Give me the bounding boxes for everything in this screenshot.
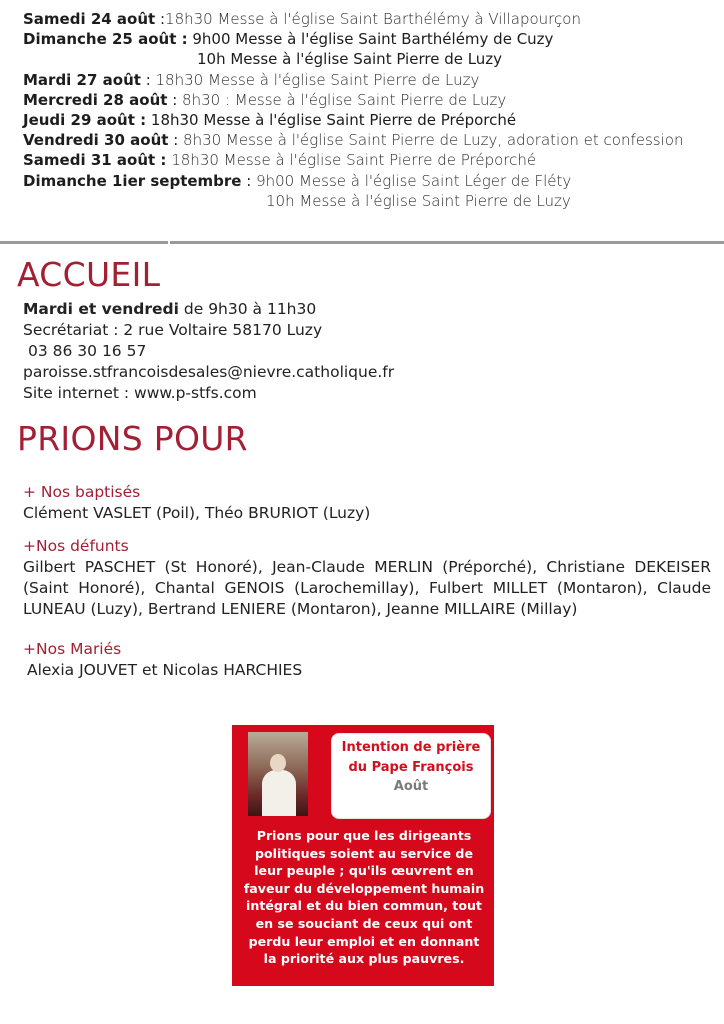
opening-hours (23, 299, 713, 320)
intention-title-line1: Intention de prière (341, 740, 481, 755)
schedule-row (23, 191, 718, 211)
schedule-text: 9h00 Messe à l'église Saint Barthélémy de Cuzy (192, 30, 554, 49)
schedule-text: 18h30 Messe à l'église Saint Pierre de Luzy (155, 70, 480, 89)
pope-photo (248, 732, 308, 816)
mass-schedule (23, 9, 718, 211)
prayer-text: Prions pour que les dirigeants politiques soient au service de leur peuple ; qu'ils œuvrent en faveur du développement humain intégral et du bien commun, tout en se souciant de ceux qui ont perdu leur emploi et en donnant la priorité aux plus pauvres. (243, 828, 485, 967)
secretariat-address: Secrétariat : 2 rue Voltaire 58170 Luzy (23, 321, 323, 339)
schedule-row (23, 9, 718, 29)
schedule-text: 8h30 Messe à l'église Saint Pierre de Luzy, adoration et confession (183, 131, 684, 150)
schedule-text: 9h00 Messe à l'église Saint Léger de Fléty (256, 171, 572, 190)
schedule-day: Samedi 24 août (23, 10, 156, 28)
intention-month: Août (393, 779, 429, 794)
schedule-row (23, 171, 718, 191)
hours-days: Mardi et vendredi (23, 300, 179, 318)
schedule-day: Mardi 27 août (23, 70, 141, 89)
schedule-text: 10h Messe à l'église Saint Pierre de Luzy (197, 50, 503, 69)
prions-title: PRIONS POUR (17, 419, 248, 458)
baptises-names: Clément VASLET (Poil), Théo BRURIOT (Luzy) (23, 504, 371, 522)
schedule-text: 18h30 Messe à l'église Saint Barthélémy à Villapourçon (165, 10, 581, 28)
schedule-row (23, 150, 718, 170)
schedule-text: 10h Messe à l'église Saint Pierre de Luzy (266, 191, 571, 210)
website-link: Site internet : www.p-stfs.com (23, 384, 257, 402)
defunts-names: Gilbert PASCHET (St Honoré), Jean-Claude MERLIN (Préporché), Christiane DEKEISER (Saint Honoré), Chantal GENOIS (Larochemillay), Fulbert MILLET (Montaron), Claude LUNEAU (Luzy), Bertrand LENIERE (Montaron), Jeanne MILLAIRE (Millay) (23, 558, 711, 618)
pope-intention-card (232, 725, 494, 986)
schedule-row (23, 90, 718, 110)
schedule-sep: : (241, 171, 257, 190)
intention-title-line2: du Pape François (348, 760, 474, 775)
schedule-day: Dimanche 1ier septembre (23, 171, 242, 190)
defunts-label: +Nos défunts (23, 537, 129, 555)
schedule-day: Mercredi 28 août (23, 90, 168, 109)
email-address: paroisse.stfrancoisdesales@nievre.catholique.fr (23, 363, 395, 381)
maries-names: Alexia JOUVET et Nicolas HARCHIES (27, 661, 303, 679)
schedule-text: 8h30 : Messe à l'église Saint Pierre de Luzy (182, 90, 507, 109)
baptises-label: + Nos baptisés (23, 483, 141, 501)
schedule-day: Vendredi 30 août (23, 131, 169, 150)
schedule-sep: : (155, 10, 166, 28)
accueil-title: ACCUEIL (17, 255, 161, 294)
schedule-row (23, 110, 718, 130)
schedule-row (23, 70, 718, 90)
schedule-sep: : (168, 131, 184, 150)
phone-number: 03 86 30 16 57 (28, 342, 147, 360)
schedule-day: Jeudi 29 août : (23, 111, 147, 130)
schedule-row (23, 49, 718, 69)
schedule-day: Dimanche 25 août : (23, 30, 188, 49)
schedule-row (23, 29, 718, 49)
maries-label: +Nos Mariés (23, 640, 122, 658)
schedule-sep: : (167, 90, 183, 109)
intention-title (332, 734, 490, 778)
section-divider (0, 241, 724, 244)
accueil-section (23, 299, 713, 404)
schedule-sep: : (140, 70, 156, 89)
prions-section (23, 482, 711, 681)
intention-header (331, 733, 491, 819)
schedule-text: 18h30 Messe à l'église Saint Pierre de Préporché (150, 111, 517, 130)
schedule-row (23, 130, 718, 150)
hours-time: de 9h30 à 11h30 (178, 300, 317, 318)
schedule-text: 18h30 Messe à l'église Saint Pierre de Préporché (171, 151, 537, 170)
schedule-day: Samedi 31 août : (23, 151, 167, 170)
